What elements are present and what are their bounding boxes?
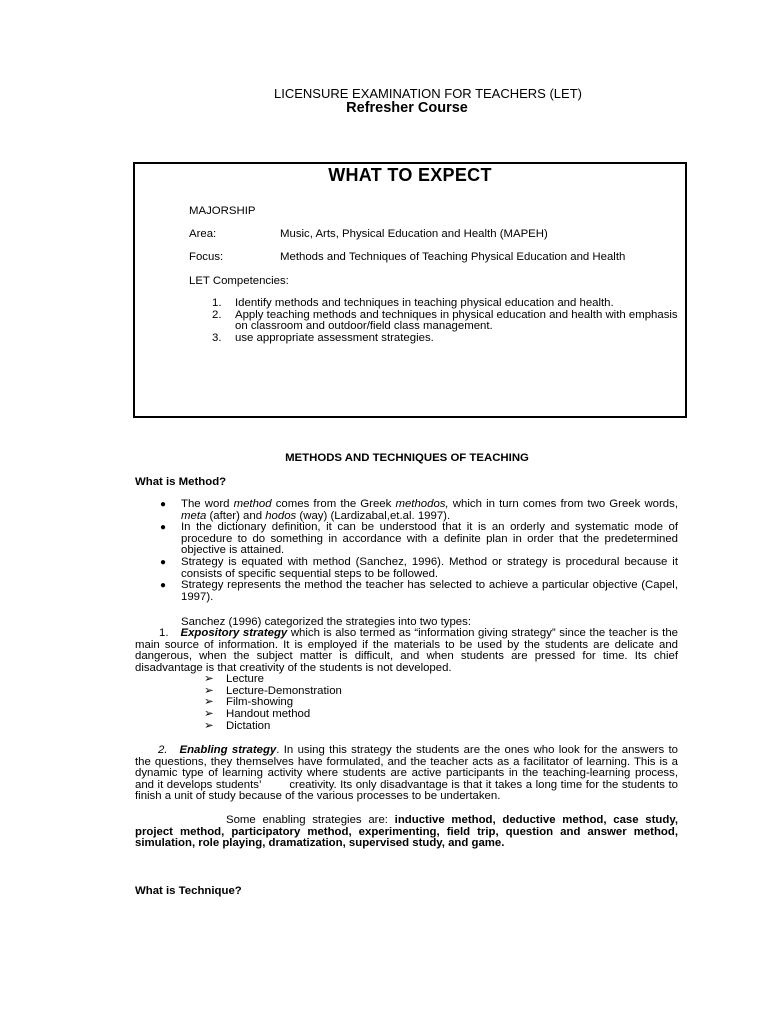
- section-title: METHODS AND TECHNIQUES OF TEACHING: [285, 452, 529, 464]
- competency-number: 2.: [212, 308, 222, 321]
- list-item: ➢ Film-showing: [204, 696, 294, 709]
- bullet-item: [160, 522, 678, 557]
- enabling-paragraph: 2. Enabling strategy. In using this strategy the students are the ones who look for the answers to the questions, they themselves have formulated, and the teacher acts as a facilitator of learning. This is a dynamic type of learning activity where students are active participants in the teaching-learning process, and it develops students’ creativity. Its only disadvantage is that it takes a long time for the students to finish a unit of study because of the various processes to be undertaken.: [135, 744, 682, 803]
- focus-label: Focus:: [189, 251, 224, 263]
- box-title: WHAT TO EXPECT: [328, 165, 492, 185]
- list-item: ➢ Lecture: [204, 673, 264, 685]
- expository-paragraph: 1. Expository strategy which is also termed as “information giving strategy” since the teacher is the main source of information. It is employed if the materials to be used by the students are delicate and dangerous, when the subject matter is difficult, and when students are pressed for time. Its chief disadvantage is that creativity of the students is not developed.: [135, 627, 678, 674]
- bullet-text: Strategy is equated with method (Sanchez, 1996). Method or strategy is procedural because it consists of specific sequential steps to be followed.: [181, 555, 678, 580]
- enabling-strategies-list: Some enabling strategies are: inductive method, deductive method, case study, project method, participatory method, experimenting, field trip, question and answer method, simulation, role playing, dramatization, supervised study, and game.: [135, 814, 679, 850]
- what-to-expect-box: [133, 162, 687, 418]
- sanchez-intro: Sanchez (1996) categorized the strategies into two types:: [181, 616, 471, 628]
- bullet-dot-icon: ●: [160, 580, 167, 592]
- bullet-text: The word method comes from the Greek methodos, which in turn comes from two Greek words, meta (after) and hodos (way) (Lardizabal,et.al. 1997).: [181, 498, 678, 522]
- what-is-technique-heading: What is Technique?: [135, 885, 242, 897]
- arrow-bullet-icon: ➢: [204, 673, 214, 685]
- area-label: Area:: [189, 228, 217, 240]
- expository-examples: [204, 674, 342, 733]
- bullet-text: In the dictionary definition, it can be understood that it is an orderly and systematic mode of procedure to do something in accordance with a definite plan in order that the predetermined objective is attained.: [181, 521, 678, 557]
- list-item: ➢ Dictation: [204, 719, 271, 732]
- bullet-dot-icon: ●: [160, 556, 167, 568]
- what-is-method-heading: What is Method?: [135, 476, 227, 488]
- bullet-text: Strategy represents the method the teacher has selected to achieve a particular objective (Capel, 1997).: [181, 579, 678, 603]
- competency-text: Apply teaching methods and techniques in physical education and health with emphasis on classroom and outdoor/field class management.: [235, 308, 678, 333]
- competency-number: 1.: [212, 297, 222, 309]
- competencies-label: LET Competencies:: [189, 275, 289, 287]
- bullet-dot-icon: ●: [160, 499, 167, 510]
- list-item: ➢ Lecture-Demonstration: [204, 684, 342, 697]
- list-item: ➢ Handout method: [204, 708, 311, 721]
- competency-text: Identify methods and techniques in teaching physical education and health.: [235, 297, 614, 309]
- competency-text: use appropriate assessment strategies.: [235, 331, 434, 344]
- exam-title: LICENSURE EXAMINATION FOR TEACHERS (LET): [274, 86, 582, 101]
- course-title: Refresher Course: [346, 100, 468, 116]
- arrow-bullet-icon: ➢: [204, 719, 214, 732]
- method-bullets: [160, 499, 678, 603]
- bullet-item: [160, 580, 678, 603]
- majorship-label: MAJORSHIP: [189, 205, 256, 217]
- bullet-dot-icon: ●: [160, 522, 167, 534]
- competency-item: [189, 333, 679, 345]
- arrow-bullet-icon: ➢: [204, 708, 214, 721]
- competency-number: 3.: [212, 331, 222, 344]
- bullet-item: [160, 557, 678, 580]
- arrow-bullet-icon: ➢: [204, 696, 214, 709]
- competency-item: [189, 298, 679, 310]
- expository-term: Expository strategy: [180, 627, 288, 639]
- competency-item: [189, 310, 679, 333]
- bullet-item: [160, 499, 678, 522]
- competencies-list: [189, 298, 679, 344]
- enabling-term: Enabling strategy: [179, 744, 277, 756]
- area-value: Music, Arts, Physical Education and Health (MAPEH): [280, 228, 548, 240]
- focus-value: Methods and Techniques of Teaching Physical Education and Health: [280, 251, 626, 263]
- arrow-bullet-icon: ➢: [204, 684, 214, 697]
